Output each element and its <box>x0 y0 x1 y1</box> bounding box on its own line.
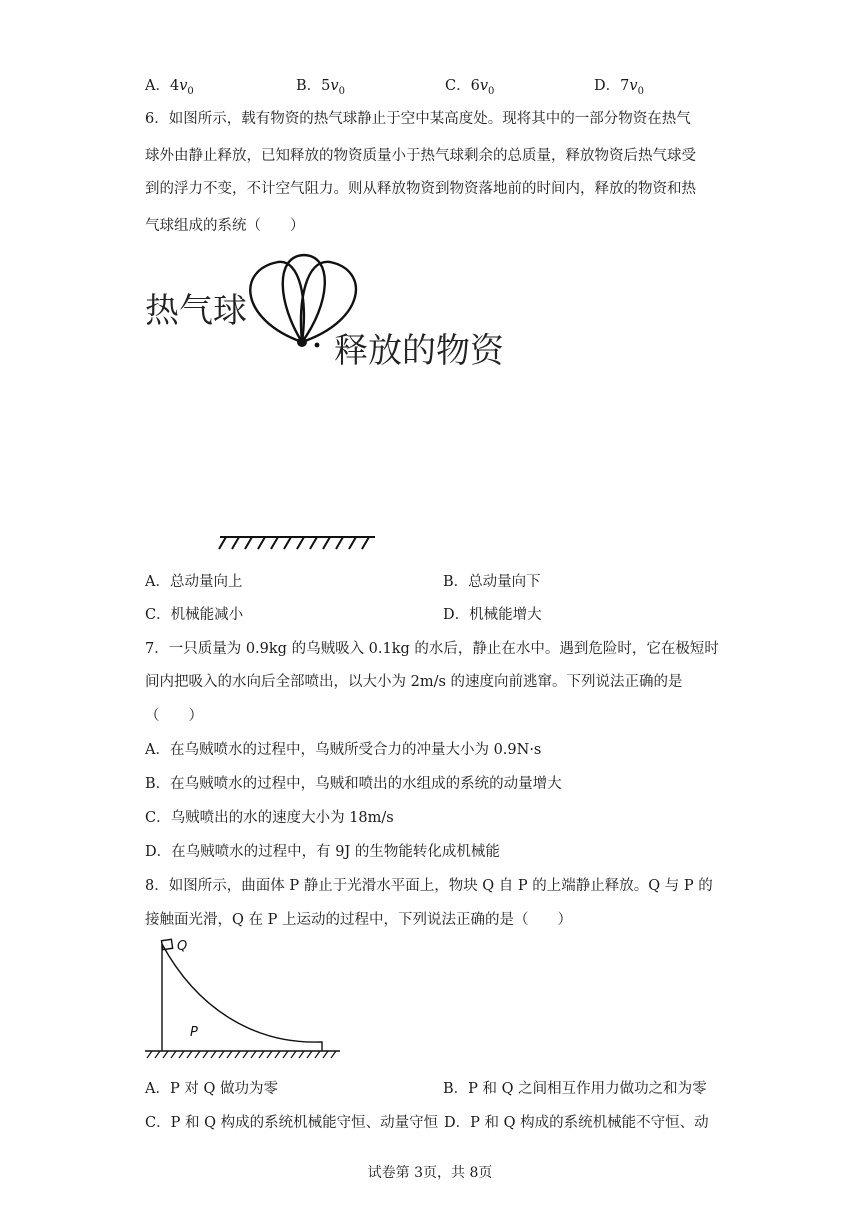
floor-hatch-mark <box>219 1051 224 1058</box>
q5-option-d: D．$7v_0$ <box>594 78 644 97</box>
q7-stem-line-2: 间内把吸入的水向后全部喷出，以大小为 2m/s 的速度向前逃窜。下列说法正确的是 <box>145 674 683 690</box>
floor-hatch-mark <box>299 1051 304 1058</box>
q8-option-d: D．P 和 Q 构成的系统机械能不守恒、动 <box>444 1115 709 1131</box>
released-cargo-dot <box>315 343 320 348</box>
ground-hatch-mark <box>297 537 304 549</box>
q7-option-c: C．乌贼喷出的水的速度大小为 18m/s <box>145 810 394 826</box>
body-p-label: P <box>190 1025 198 1040</box>
q6-stem-line-4: 气球组成的系统（ ） <box>145 218 305 234</box>
floor-hatch-mark <box>259 1051 264 1058</box>
curved-body-p <box>162 944 322 1051</box>
floor-hatch-mark <box>275 1051 280 1058</box>
floor-hatch-mark <box>147 1051 152 1058</box>
curved-body-figure <box>140 934 350 1064</box>
q6-stem-line-1: 6．如图所示，载有物资的热气球静止于空中某高度处。现将其中的一部分物资在热气 <box>145 111 691 127</box>
q6-option-c: C．机械能减小 <box>145 607 244 623</box>
q8-stem-line-1: 8．如图所示，曲面体 P 静止于光滑水平面上，物块 Q 自 P 的上端静止释放。Q 与 P 的 <box>145 878 713 894</box>
q7-option-b: B．在乌贼喷水的过程中，乌贼和喷出的水组成的系统的动量增大 <box>145 776 562 792</box>
floor-hatch-mark <box>267 1051 272 1058</box>
balloon-label: 热气球 <box>145 291 247 331</box>
balloon-basket <box>297 337 307 347</box>
floor-hatch-mark <box>323 1051 328 1058</box>
floor-hatch-mark <box>243 1051 248 1058</box>
q8-stem-line-2: 接触面光滑，Q 在 P 上运动的过程中，下列说法正确的是（ ） <box>145 912 572 928</box>
q7-option-d: D．在乌贼喷水的过程中，有 9J 的生物能转化成机械能 <box>145 844 500 860</box>
floor-hatch-mark <box>283 1051 288 1058</box>
floor-hatch-mark <box>307 1051 312 1058</box>
cargo-label: 释放的物资 <box>334 331 504 371</box>
ground-hatch-mark <box>258 537 265 549</box>
floor-hatch-mark <box>171 1051 176 1058</box>
ground-hatch <box>219 537 375 549</box>
q5-option-c: C．$6v_0$ <box>445 78 495 97</box>
ground-hatch-mark <box>219 537 226 549</box>
ground-hatch-mark <box>310 537 317 549</box>
ground-hatch-mark <box>245 537 252 549</box>
q6-option-d: D．机械能增大 <box>443 607 542 623</box>
q8-option-a: A．P 对 Q 做功为零 <box>145 1081 278 1097</box>
q6-stem-line-3: 到的浮力不变，不计空气阻力。则从释放物资到物资落地前的时间内，释放的物资和热 <box>145 181 696 197</box>
floor-hatch-mark <box>251 1051 256 1058</box>
floor-hatch-mark <box>291 1051 296 1058</box>
ground-hatch-mark <box>349 537 356 549</box>
block-q <box>161 939 172 949</box>
hot-air-balloon-figure <box>140 250 540 555</box>
floor-hatch-mark <box>195 1051 200 1058</box>
ground-hatch-mark <box>336 537 343 549</box>
q7-stem-line-3: （ ） <box>145 708 203 724</box>
floor-hatch-mark <box>179 1051 184 1058</box>
floor-hatch-mark <box>187 1051 192 1058</box>
page-footer: 试卷第 3页，共 8页 <box>367 1165 493 1181</box>
ground-hatch-mark <box>362 537 369 549</box>
floor-hatch-mark <box>163 1051 168 1058</box>
q6-stem-line-2: 球外由静止释放，已知释放的物资质量小于热气球剩余的总质量，释放物资后热气球受 <box>145 148 696 164</box>
ground-hatch-mark <box>323 537 330 549</box>
floor-hatch-mark <box>315 1051 320 1058</box>
q6-option-b: B．总动量向下 <box>443 574 541 590</box>
q7-stem-line-1: 7．一只质量为 0.9kg 的乌贼吸入 0.1kg 的水后，静止在水中。遇到危险时，它在极短时 <box>145 641 719 657</box>
q8-option-c: C．P 和 Q 构成的系统机械能守恒、动量守恒 <box>145 1115 439 1131</box>
floor-hatch-mark <box>227 1051 232 1058</box>
floor-hatch-mark <box>211 1051 216 1058</box>
floor-hatch-mark <box>331 1051 336 1058</box>
ground-hatch-mark <box>271 537 278 549</box>
q6-option-a: A．总动量向上 <box>145 574 243 590</box>
q7-option-a: A．在乌贼喷水的过程中，乌贼所受合力的冲量大小为 0.9N·s <box>145 742 542 758</box>
q8-option-b: B．P 和 Q 之间相互作用力做功之和为零 <box>443 1081 707 1097</box>
q5-option-a: A．$4v_0$ <box>145 78 194 97</box>
floor-hatch-mark <box>203 1051 208 1058</box>
floor-hatch-mark <box>235 1051 240 1058</box>
q5-option-b: B．$5v_0$ <box>296 78 345 97</box>
block-q-label: Q <box>177 939 188 954</box>
floor-hatch-mark <box>155 1051 160 1058</box>
ground-hatch-mark <box>284 537 291 549</box>
ground-hatch-mark <box>232 537 239 549</box>
